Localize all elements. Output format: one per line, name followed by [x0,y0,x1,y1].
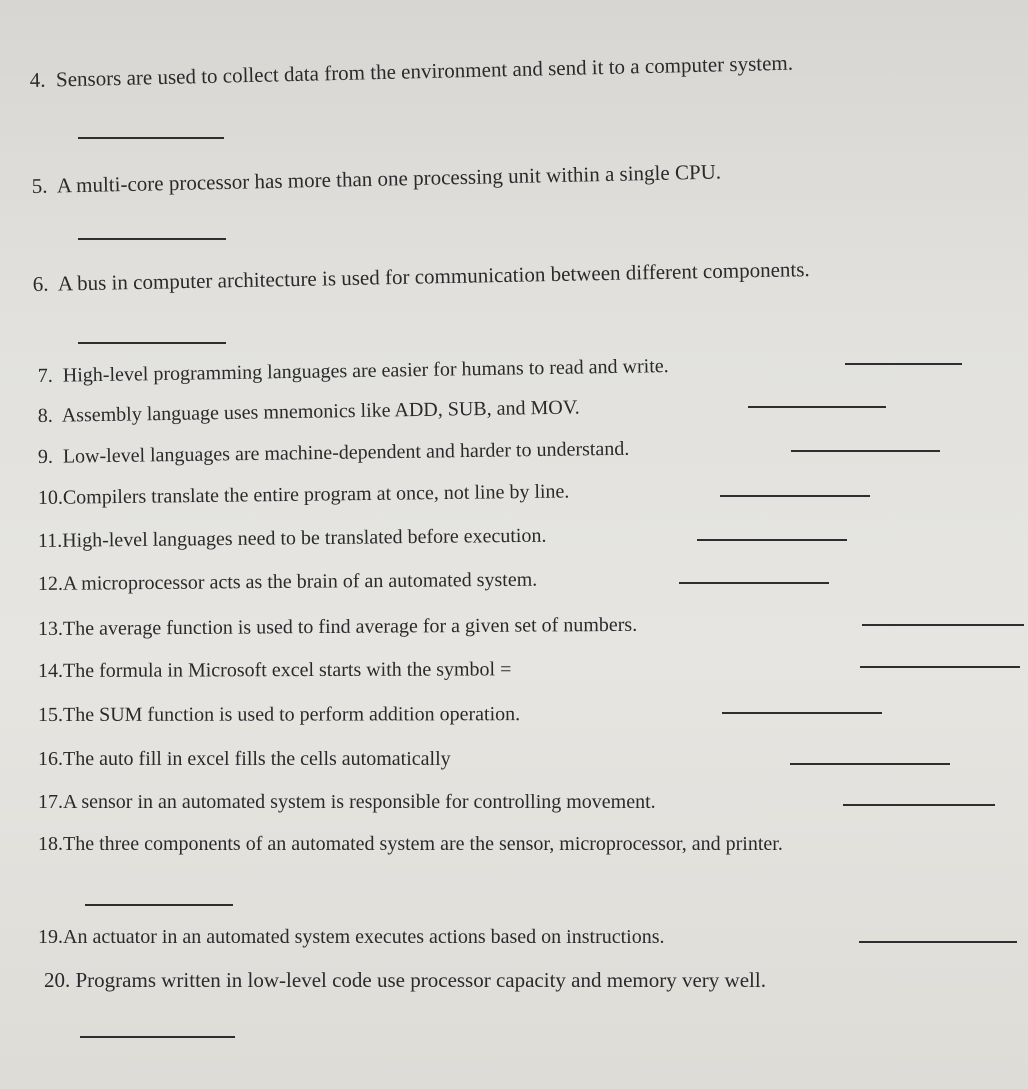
question-16 [38,749,451,769]
question-12 [38,570,537,594]
question-4 [29,50,794,92]
question-number: 6. [32,271,49,296]
answer-blank-11[interactable] [697,539,847,541]
answer-blank-8[interactable] [748,406,886,408]
answer-blank-7[interactable] [845,363,962,365]
question-number: 5. [31,173,48,198]
question-text: The three components of an automated system are the sensor, microprocessor, and printer. [63,833,783,855]
answer-blank-19[interactable] [859,941,1017,943]
answer-blank-15[interactable] [722,712,882,714]
question-9 [38,439,630,467]
question-text: The average function is used to find average for a given set of numbers. [62,613,638,640]
question-18 [38,834,783,854]
question-number: 17. [38,791,63,813]
question-text: The formula in Microsoft excel starts with the symbol = [62,658,512,682]
question-20 [44,970,766,991]
question-text: A multi-core processor has more than one processing unit within a single CPU. [56,159,722,198]
question-text: High-level programming languages are easier for humans to read and write. [62,355,669,387]
answer-blank-6[interactable] [78,342,226,344]
answer-blank-5[interactable] [78,238,226,240]
question-text: Assembly language uses mnemonics like ADD, SUB, and MOV. [61,396,580,427]
question-text: Programs written in low-level code use processor capacity and memory very well. [75,968,766,992]
question-10 [38,482,570,508]
question-text: Compilers translate the entire program at once, not line by line. [62,480,570,509]
answer-blank-14[interactable] [860,666,1020,668]
question-text: The SUM function is used to perform addition operation. [62,703,521,726]
answer-blank-10[interactable] [720,495,870,497]
question-number: 14. [37,659,64,682]
question-15 [38,704,520,725]
question-number: 11. [37,529,63,552]
question-text: Sensors are used to collect data from the environment and send it to a computer system. [55,50,794,92]
question-11 [38,526,547,551]
question-number: 20. [44,968,71,992]
question-14 [38,659,511,681]
question-19 [38,927,665,947]
question-number: 13. [37,617,64,640]
question-number: 4. [29,67,46,92]
answer-blank-18[interactable] [85,904,233,906]
question-text: High-level languages need to be translated before execution. [62,524,547,552]
question-number: 12. [37,572,64,595]
answer-blank-4[interactable] [78,137,224,139]
question-number: 19. [38,926,63,948]
question-text: An actuator in an automated system executes actions based on instructions. [63,926,665,948]
question-number: 15. [37,703,64,726]
question-text: A sensor in an automated system is responsible for controlling movement. [63,791,656,813]
answer-blank-12[interactable] [679,582,829,584]
question-text: A bus in computer architecture is used for communication between different components. [57,257,810,296]
question-number: 10. [37,486,64,509]
answer-blank-20[interactable] [80,1036,235,1038]
question-13 [38,615,637,639]
question-17 [38,792,656,812]
question-8 [38,397,580,426]
question-5 [31,159,722,198]
question-number: 8. [37,404,54,427]
question-number: 7. [37,364,54,387]
answer-blank-17[interactable] [843,804,995,806]
question-number: 18. [38,833,63,855]
question-number: 16. [38,748,63,770]
question-7 [38,356,669,386]
answer-blank-13[interactable] [862,624,1024,626]
question-number: 9. [37,445,54,468]
question-text: The auto fill in excel fills the cells automatically [63,748,451,770]
question-text: Low-level languages are machine-dependent and harder to understand. [62,437,630,468]
question-text: A microprocessor acts as the brain of an automated system. [62,568,538,595]
answer-blank-9[interactable] [791,450,940,452]
answer-blank-16[interactable] [790,763,950,765]
question-6 [33,259,810,295]
